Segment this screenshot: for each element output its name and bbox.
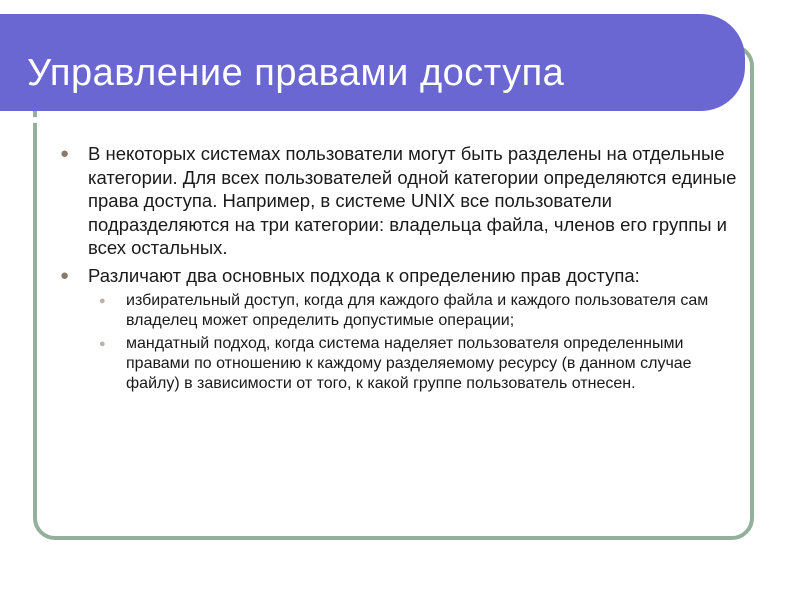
- bullet-dot-icon: ●: [60, 145, 70, 162]
- bullet-item: [52, 264, 742, 288]
- slide-title: Управление правами доступа: [27, 52, 565, 94]
- bullet-dot-icon: ●: [60, 266, 70, 284]
- sub-bullet-text: избирательный доступ, когда для каждого файла и каждого пользователя сам владелец может определить допустимые операции;: [126, 292, 709, 329]
- sub-bullet-item: [52, 334, 742, 394]
- sub-bullet-item: [52, 291, 742, 331]
- sub-bullet-dot-icon: ●: [99, 338, 106, 350]
- bullet-text: В некоторых системах пользователи могут быть разделены на отдельные категории. Для всех пользователей одной категории определяются единые права доступа. Например, в системе UNIX все пользователи подразделяются на три категории: владельца файла, членов его группы и всех остальных.: [88, 143, 737, 258]
- bullet-item: [52, 142, 742, 260]
- sub-bullet-dot-icon: ●: [99, 295, 106, 307]
- title-underline: [27, 117, 710, 123]
- slide-content: [52, 142, 742, 397]
- bullet-list: [52, 142, 742, 287]
- title-bar: [0, 14, 745, 111]
- sub-bullet-list: [52, 291, 742, 394]
- sub-bullet-text: мандатный подход, когда система наделяет пользователя определенными правами по отношению к каждому разделяемому ресурсу (в данном случае файлу) в зависимости от того, к какой группе пользователь отнесен.: [126, 335, 692, 392]
- bullet-text: Различают два основных подхода к определению прав доступа:: [88, 264, 640, 286]
